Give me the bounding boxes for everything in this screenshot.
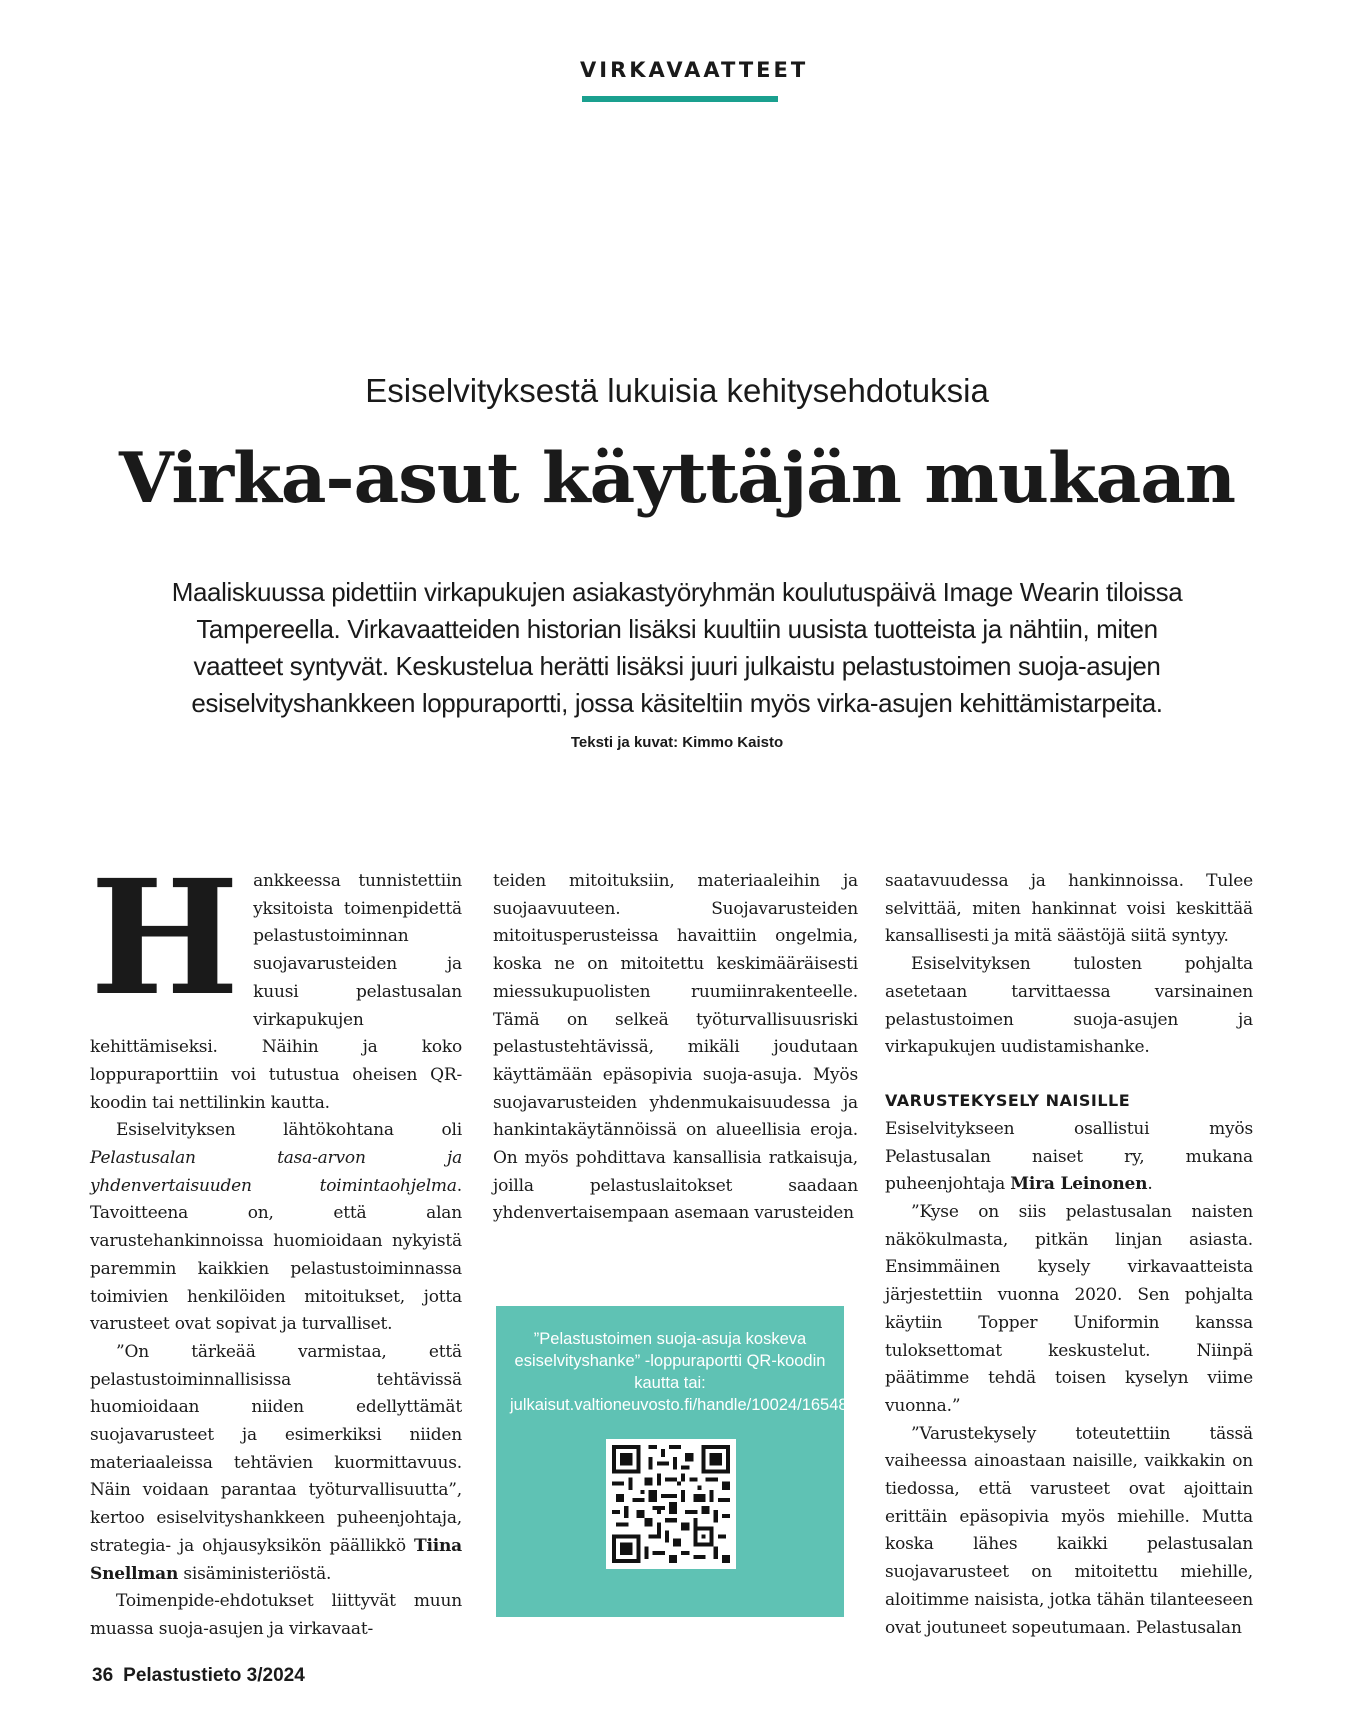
paragraph-text: . Tavoitteena on, että alan varustehankinnoissa huomioidaan nykyistä paremmin kaikkien pelastustoiminnassa toimivien henkilöiden mitoitukset, jotta varusteet ovat sopivat ja turvalliset. bbox=[90, 1175, 462, 1335]
article-lead: Maaliskuussa pidettiin virkapukujen asiakastyöryhmän koulutuspäivä Image Wearin tiloissa Tampereella. Virkavaatteiden historian lisäksi kuultiin uusista tuotteista ja nähtiin, miten vaatteet syntyvät. Keskustelua herätti lisäksi juuri julkaistu pelastustoimen suoja-asujen esiselvityshankkeen loppuraportti, jossa käsiteltiin myös virka-asujen kehittämistarpeita. bbox=[171, 577, 1183, 718]
paragraph bbox=[90, 1117, 462, 1339]
paragraph: saatavuudessa ja hankinnoissa. Tulee selvittää, miten hankinnat voisi keskittää kansallisesti ja mitä säästöjä siitä syntyy. bbox=[885, 871, 1253, 947]
program-title: Pelastusalan tasa-arvon ja yhdenvertaisuuden toimintaohjelma bbox=[90, 1148, 462, 1196]
subheading: VARUSTEKYSELY NAISILLE bbox=[885, 1090, 1131, 1110]
paragraph: ”Kyse on siis pelastusalan naisten näkökulmasta, pitkän linjan asiasta. Ensimmäinen kysely virkavaatteista järjestettiin vuonna 2020. Sen pohjalta käytiin Topper Uniformin kanssa tuloksettomat keskustelut. Niinpä päätimme tehdä toisen kyselyn viime vuonna.” bbox=[885, 1202, 1253, 1416]
page-number: 36 bbox=[92, 1665, 114, 1686]
info-box bbox=[496, 1306, 857, 1617]
paragraph bbox=[90, 846, 462, 1117]
paragraph-text: . bbox=[1147, 1174, 1153, 1195]
paragraph: Toimenpide-ehdotukset liittyvät muun muassa suoja-asujen ja virkavaat- bbox=[90, 1591, 462, 1639]
paragraph bbox=[885, 1116, 1253, 1199]
paragraph-text: Esiselvitykseen osallistui myös Pelastusalan naiset ry, mukana puheenjohtaja bbox=[885, 1118, 1253, 1195]
paragraph bbox=[90, 1339, 462, 1588]
publication-name: Pelastustieto 3/2024 bbox=[123, 1665, 305, 1686]
person-name: Mira Leinonen bbox=[1010, 1174, 1148, 1195]
section-accent-rule bbox=[582, 96, 778, 102]
paragraph-text: Esiselvityksen lähtökohtana oli bbox=[116, 1120, 462, 1141]
paragraph-text: ”On tärkeää varmistaa, että pelastustoiminnallisissa tehtävissä huomioidaan niiden edellyttämät suojavarusteet ja esimerkiksi niiden materiaaleissa tehtävien kuormittavuus. Näin voidaan parantaa työturvallisuutta”, kertoo esiselvityshankkeen puheenjohtaja, strategia- ja ohjausyksikön päällikkö bbox=[90, 1341, 462, 1556]
text-column-3 bbox=[885, 868, 1253, 1642]
article-kicker: Esiselvityksestä lukuisia kehitysehdotuksia bbox=[365, 372, 989, 409]
person-name: Tiina Snellman bbox=[90, 1535, 462, 1584]
qr-code-icon[interactable] bbox=[606, 1439, 736, 1569]
paragraph-text: ankkeessa tunnistettiin yksitoista toimenpidettä pelastustoiminnan suojavarusteiden ja kuusi pelastusalan virkapukujen kehittämiseksi. Näihin ja koko loppuraporttiin voi tutustua oheisen QR-koodin tai nettilinkin kautta. bbox=[90, 871, 462, 1113]
text-column-1 bbox=[90, 846, 462, 1644]
article-headline: Virka-asut käyttäjän mukaan bbox=[118, 438, 1236, 519]
page-footer bbox=[92, 1665, 305, 1687]
section-label: VIRKAVAATTEET bbox=[580, 58, 809, 82]
paragraph: ”Varustekysely toteutettiin tässä vaiheessa ainoastaan naisille, vaikkakin on tiedossa, että varusteet ovat ajoittain erittäin epäsopivia myös miehille. Mutta koska lähes kaikki pelastusalan suojavarusteet on mitoitettu miehille, aloitimme naisista, jotka tähän tilanteeseen ovat joutuneet sopeutumaan. Pelastusalan bbox=[885, 1423, 1253, 1638]
text-column-2 bbox=[493, 868, 858, 1228]
paragraph: teiden mitoituksiin, materiaaleihin ja suojaavuuteen. Suojavarusteiden mitoitusperusteissa havaittiin ongelmia, koska ne on mitoitettu keskimääräisesti miessukupuolisten ruumiinrakenteelle. Tämä on selkeä työturvallisuusriski pelastustehtävissä, mikäli joudutaan käyttämään epäsopivia suoja-asuja. Myös suojavarusteiden yhdenmukaisuudessa ja hankintakäytännöissä on alueellisia eroja. On myös pohdittava kansallisia ratkaisuja, joilla pelastuslaitokset saadaan yhdenvertaisempaan asemaan varusteiden bbox=[493, 871, 858, 1224]
article-byline: Teksti ja kuvat: Kimmo Kaisto bbox=[570, 734, 784, 751]
dropcap: H bbox=[90, 846, 240, 1031]
paragraph-text: sisäministeriöstä. bbox=[178, 1563, 332, 1584]
info-box-text: ”Pelastustoimen suoja-asuja koskeva esiselvityshanke” -loppuraportti QR-koodin kautta tai: julkaisut.valtioneuvosto.fi/handle/10024/165486 bbox=[510, 1330, 857, 1414]
paragraph: Esiselvityksen tulosten pohjalta asetetaan tarvittaessa varsinainen pelastustoimen suoja-asujen ja virkapukujen uudistamishanke. bbox=[885, 954, 1253, 1058]
